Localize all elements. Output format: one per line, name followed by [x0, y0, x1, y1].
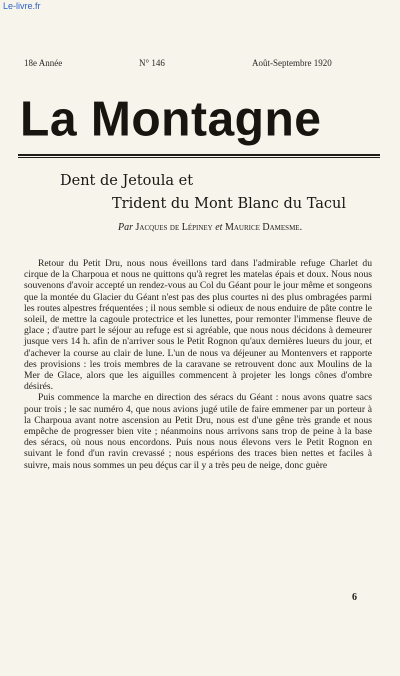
issue-number: N° 146: [139, 58, 165, 68]
article-title-line2: Trident du Mont Blanc du Tacul: [112, 196, 346, 212]
article-title-line1: Dent de Jetoula et: [60, 173, 194, 189]
paragraph: Puis commence la marche en direction des séracs du Géant : nous avons quatre sacs pour trois ; le sac numéro 4, que nous avions jugé utile de faire emmener par un porteur à la Charpoua avant notre ascension au Petit Dru, nous est d'une gêne très grande et nous empêche de progresser bien vite ; néanmoins nous arrivons sans trop de peine à la base des séracs, où nous nous encordons. Puis nous nous élevons vers le Petit Rognon en suivant le fond d'un ravin crevassé ; nous espérions des traces bien nettes et faciles à suivre, mais nous sommes un peu déçus car il y a très peu de neige, donc guère: [24, 392, 372, 471]
journal-title: La Montagne: [20, 92, 322, 147]
volume-year: 18e Année: [24, 58, 63, 68]
title-rule: [18, 154, 380, 156]
author-2: Maurice Damesme.: [224, 222, 303, 233]
masthead: [24, 58, 374, 68]
byline-joiner: et: [215, 222, 223, 233]
title-rule-thin: [18, 157, 380, 158]
author-1: Jacques de Lépiney: [135, 222, 213, 233]
byline: [118, 222, 302, 233]
page-number: 6: [352, 592, 357, 603]
watermark: Le-livre.fr: [3, 1, 41, 11]
paragraph: Retour du Petit Dru, nous nous éveillons tard dans l'admirable refuge Charlet du cirque de la Charpoua et nous ne quittons qu'à regret les matelas épais et doux. Nous nous souvenons d'avoir accepté un rendez-vous au Col du Géant pour le jour même et songeons que la montée du Glacier du Géant n'est pas des plus courtes ni des plus ombragées parmi les routes alpestres fréquentées ; il nous semble si odieux de nous enduire de pâte contre le soleil, de mettre la cagoule protectrice et les lunettes, pour remonter l'immense fleuve de glace ; d'autre part le séjour au refuge est si agréable, que nous nous décidons à demeurer jusque vers 14 h. afin de n'arriver sous le Petit Rognon qu'aux dernières lueurs du jour, et d'achever la course au clair de lune. L'un de nous va déjeuner au Montenvers et rapporte des provisions : les trois membres de la caravane se retrouvent donc aux Moulins de la Mer de Glace, alors que les aiguilles commencent à projeter les longs cônes d'ombre désirés.: [24, 258, 372, 393]
article-body: [24, 258, 372, 471]
issue-date: Août-Septembre 1920: [252, 58, 332, 68]
byline-prefix: Par: [118, 222, 133, 233]
